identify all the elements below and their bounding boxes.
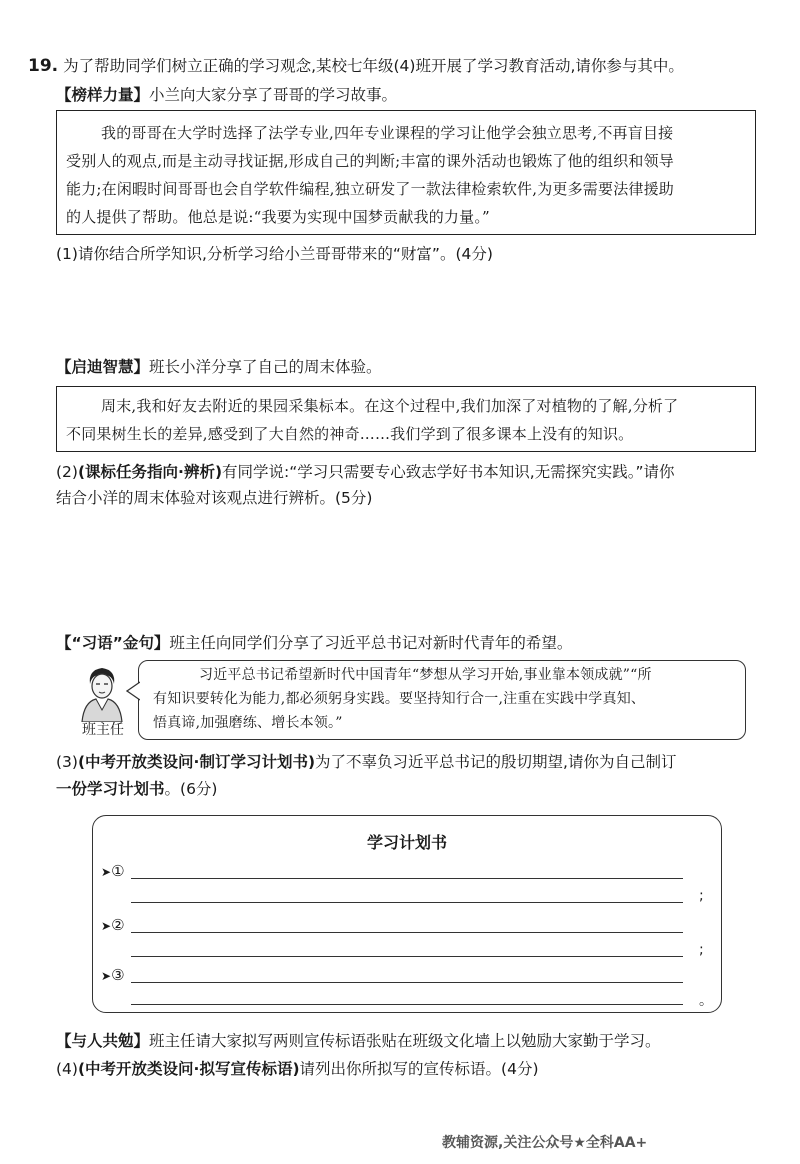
question-tag: (中考开放类设问·拟写宣传标语) [77,1060,300,1078]
bubble-line: 习近平总书记希望新时代中国青年“梦想从学习开始,事业靠本领成就”“所 [199,667,652,683]
section-encourage [56,1030,661,1052]
section-tag: 【与人共勉】 [56,1032,150,1050]
footer-watermark: 教辅资源,关注公众号★全科AA+ [442,1135,648,1151]
arrow-icon: ➤ [101,919,112,933]
question-tag: (课标任务指向·辨析) [77,463,223,481]
story-line: 受别人的观点,而是主动寻找证据,形成自己的判断;丰富的课外活动也锻炼了他的组织和领导 [66,152,674,170]
teacher-figure-icon [78,662,126,722]
bubble-tail-icon [126,680,140,702]
plan-answer-line[interactable] [131,956,683,957]
plan-answer-line[interactable] [131,902,683,903]
plan-item [101,862,125,880]
question-3 [56,751,676,773]
plan-item-end: ; [699,942,704,958]
plan-answer-line[interactable] [131,878,683,879]
question-2-cont: 结合小洋的周末体验对该观点进行辨析。(5分) [56,489,373,507]
plan-item-end: 。 [699,993,713,1009]
arrow-icon: ➤ [101,969,112,983]
bubble-line: 有知识要转化为能力,都必须躬身实践。要坚持知行合一,注重在实践中学真知、 [153,691,646,707]
section-text: 班长小洋分享了自己的周末体验。 [149,358,382,376]
question-prefix: (3) [56,753,78,771]
story-line: 我的哥哥在大学时选择了法学专业,四年专业课程的学习让他学会独立思考,不再盲目接 [101,124,674,142]
question-3-cont [56,778,217,800]
weekend-line: 不同果树生长的差异,感受到了大自然的神奇……我们学到了很多课本上没有的知识。 [66,425,634,443]
story-box [56,110,756,235]
weekend-line: 周末,我和好友去附近的果园采集标本。在这个过程中,我们加深了对植物的了解,分析了 [101,397,679,415]
plan-item-number: ② [111,916,125,934]
plan-answer-line[interactable] [131,982,683,983]
plan-item-number: ③ [111,966,125,984]
question-number: 19. [28,56,59,76]
plan-answer-line[interactable] [131,1004,683,1005]
question-text: 有同学说:“学习只需要专心致志学好书本知识,无需探究实践。”请你 [222,463,675,481]
section-text: 班主任请大家拟写两则宣传标语张贴在班级文化墙上以勉励大家勤于学习。 [149,1032,661,1050]
question-2 [56,461,675,483]
section-tag: 【启迪智慧】 [56,358,150,376]
section-quotes [56,632,572,654]
plan-item-end: ; [699,888,704,904]
plan-title: 学习计划书 [366,833,447,852]
story-line: 的人提供了帮助。他总是说:“我要为实现中国梦贡献我的力量。” [66,208,490,226]
question-text: 请列出你所拟写的宣传标语。(4分) [299,1060,539,1078]
section-inspire [56,356,382,378]
question-text: 为了不辜负习近平总书记的殷切期望,请你为自己制订 [315,753,677,771]
question-1: (1)请你结合所学知识,分析学习给小兰哥哥带来的“财富”。(4分) [56,245,493,263]
bubble-line: 悟真谛,加强磨练、增长本领。” [153,715,343,731]
question-tag: (中考开放类设问·制订学习计划书) [77,753,316,771]
plan-form [92,815,722,1013]
section-tag: 【榜样力量】 [56,86,150,104]
arrow-icon: ➤ [101,865,112,879]
section-text: 班主任向同学们分享了习近平总书记对新时代青年的希望。 [169,634,573,652]
question-intro: 为了帮助同学们树立正确的学习观念,某校七年级(4)班开展了学习教育活动,请你参与其中。 [63,57,684,75]
plan-item [101,916,125,934]
weekend-box [56,386,756,452]
question-prefix: (2) [56,463,78,481]
question-prefix: (4) [56,1060,78,1078]
plan-item [101,966,125,984]
question-header [28,55,684,77]
section-text: 小兰向大家分享了哥哥的学习故事。 [149,86,398,104]
speech-bubble [138,660,746,740]
story-line: 能力;在闲暇时间哥哥也会自学软件编程,独立研发了一款法律检索软件,为更多需要法律援助 [66,180,674,198]
section-role-model [56,84,397,106]
section-tag: 【“习语”金句】 [56,634,170,652]
question-text-bold: 一份学习计划书 [56,780,165,798]
plan-item-number: ① [111,862,125,880]
avatar-label: 班主任 [82,722,124,738]
teacher-avatar [78,662,126,722]
question-text: 。(6分) [164,780,218,798]
plan-answer-line[interactable] [131,932,683,933]
question-4 [56,1058,539,1080]
